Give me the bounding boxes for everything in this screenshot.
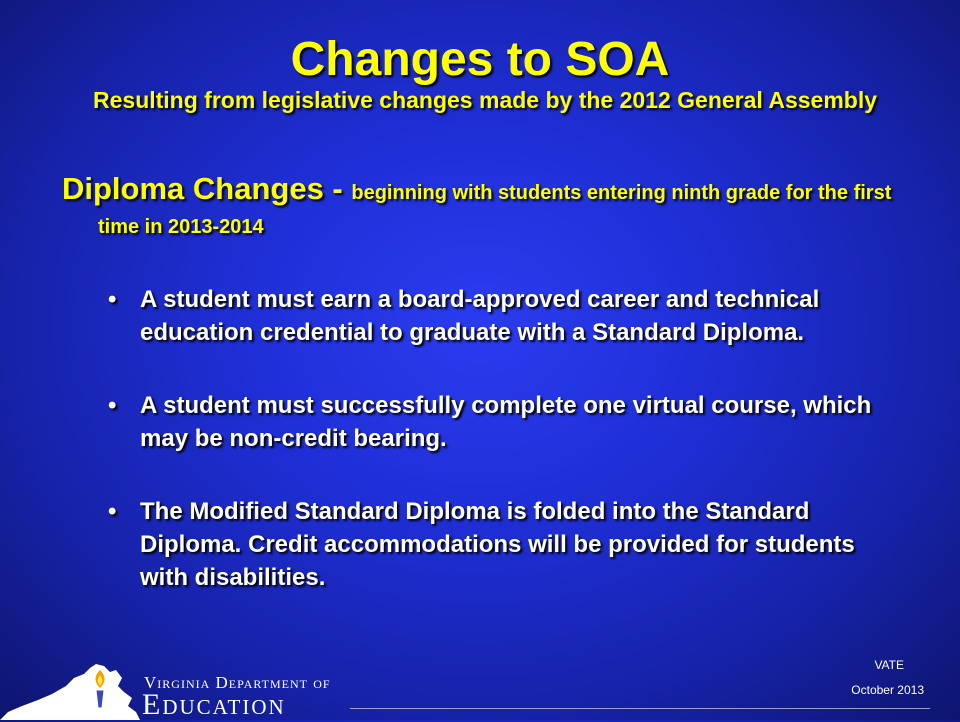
footer-divider — [350, 708, 930, 709]
virginia-map-icon — [0, 664, 140, 720]
torch-icon — [96, 690, 104, 708]
list-item — [100, 495, 890, 594]
logo-line-1: Virginia Department of — [144, 673, 331, 692]
heading-main: Diploma Changes - — [62, 171, 352, 206]
list-item — [100, 283, 890, 349]
bullet-icon: • — [108, 392, 117, 419]
bullet-text: A student must successfully complete one virtual course, which may be non-credit bearing. — [140, 392, 872, 452]
logo-line-2: Education — [142, 688, 286, 721]
slide-title: Changes to SOA — [290, 33, 670, 86]
bullet-icon: • — [108, 498, 117, 525]
bullet-list — [100, 283, 890, 634]
footer-org: VATE — [874, 658, 904, 672]
section-heading — [62, 172, 918, 244]
list-item — [100, 389, 890, 455]
slide-subtitle: Resulting from legislative changes made by the 2012 General Assembly — [93, 87, 877, 113]
footer-date: October 2013 — [851, 683, 924, 697]
heading-sub: beginning with students entering ninth grade for the first time in 2013-2014 — [98, 182, 892, 238]
bullet-text: A student must earn a board-approved career and technical education credential to graduate with a Standard Diploma. — [140, 286, 820, 346]
bullet-text: The Modified Standard Diploma is folded into the Standard Diploma. Credit accommodations will be provided for students with disabilities. — [140, 498, 855, 591]
bullet-icon: • — [108, 286, 117, 313]
